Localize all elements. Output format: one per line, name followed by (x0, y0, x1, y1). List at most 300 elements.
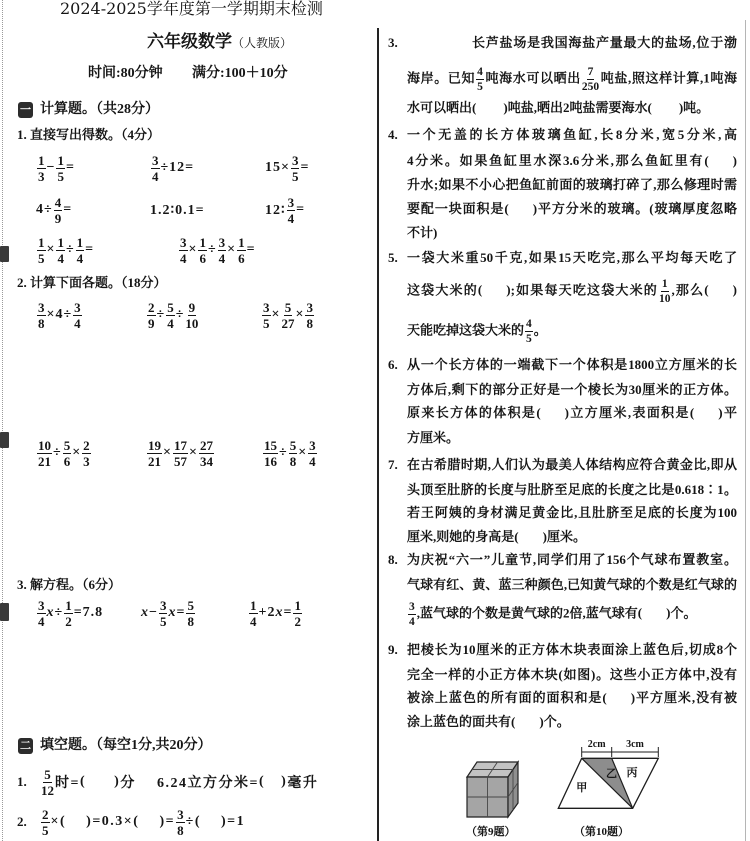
fraction-denominator: 2 (294, 613, 301, 629)
answer-blank[interactable] (80, 774, 120, 790)
text-run: 时= (55, 776, 80, 791)
fraction (525, 318, 533, 345)
fraction-numerator: 17 (173, 437, 187, 453)
fraction-numerator: 5 (44, 766, 51, 782)
text-run: =7.8 (73, 605, 104, 620)
answer-blank[interactable] (478, 278, 511, 302)
calc-item (150, 195, 205, 225)
fraction (76, 236, 85, 265)
fraction (159, 599, 168, 628)
close-paren: ) (539, 714, 544, 729)
fraction (37, 154, 46, 183)
question-line (407, 478, 737, 502)
fraction-numerator: 5 (187, 597, 194, 613)
fraction-denominator: 4 (38, 613, 45, 629)
text-run: ÷ (156, 307, 166, 322)
text-run: 吨。 (683, 100, 710, 115)
text-run: 平 (722, 405, 737, 420)
close-paren: ) (159, 814, 166, 829)
answer-blank[interactable] (259, 774, 287, 790)
computation-item (262, 438, 318, 468)
answer-blank[interactable] (514, 525, 547, 549)
fraction-numerator: 3 (177, 806, 184, 822)
open-paren: ( (689, 405, 695, 420)
text-run: 12∶ (265, 202, 286, 218)
text-run: =0.3× (92, 814, 134, 829)
equation-item (141, 598, 196, 628)
text-run: 分 (120, 776, 136, 791)
text-run: 原来长方体的体积是 (407, 405, 537, 420)
computation-item (36, 438, 92, 468)
open-paren: ( (79, 774, 87, 789)
open-paren: ( (258, 774, 266, 789)
question-line (407, 453, 737, 477)
text-run: ÷ (207, 242, 217, 257)
fraction-denominator: 4 (218, 250, 226, 266)
fraction (185, 301, 198, 330)
fraction (37, 301, 46, 330)
computation-item (146, 300, 199, 330)
fraction-numerator: 1 (250, 597, 257, 613)
fraction (305, 301, 314, 330)
text-run: 方体后,剩下的部分正好是一个棱长为30厘米的正方体。 (407, 382, 737, 397)
text-run: ,那么 (671, 282, 705, 298)
text-run: ÷ (279, 445, 288, 460)
close-paren: ) (506, 282, 511, 298)
question-number: 3. (388, 35, 398, 50)
fraction (166, 301, 175, 330)
question-line (407, 573, 737, 597)
fraction-numerator: 10 (38, 437, 51, 453)
fraction (63, 439, 72, 468)
fraction-denominator: 4 (180, 250, 187, 266)
equation-item (248, 598, 303, 628)
question-line (407, 66, 737, 93)
fraction-numerator: 1 (238, 234, 245, 250)
section-number-icon: 一 (20, 104, 31, 116)
text-run: × (50, 814, 60, 829)
fraction-numerator: 1 (57, 234, 64, 250)
close-paren: ) (630, 690, 636, 705)
calc-item (178, 235, 256, 265)
question-line (407, 686, 737, 710)
answer-blank[interactable] (504, 197, 537, 221)
fraction-denominator: 3 (38, 168, 45, 184)
fraction-numerator: 1 (294, 597, 301, 613)
figure-caption: （第10题） (574, 826, 629, 838)
question-line (407, 278, 737, 305)
section-title: 计算题。（共28分） (40, 102, 159, 117)
fraction-denominator: 5 (57, 168, 64, 184)
answer-blank[interactable] (704, 278, 737, 302)
fraction-numerator: 3 (74, 299, 81, 315)
text-run: × (298, 445, 308, 460)
text-run: − (46, 160, 56, 175)
text-run: = (85, 242, 95, 257)
binding-mark (0, 603, 9, 621)
answer-blank[interactable] (472, 96, 508, 120)
fraction-denominator: 16 (264, 453, 277, 469)
question-line (407, 378, 737, 402)
figure-caption: （第9题） (466, 826, 516, 838)
fraction-numerator: 1 (199, 234, 206, 250)
question-line (407, 548, 737, 572)
fraction-numerator: 7 (587, 66, 594, 78)
text-run: 平方分米的玻璃。(玻璃厚度忽略 (537, 201, 737, 216)
region-label-jia: 甲 (576, 782, 588, 794)
close-paren: ) (281, 774, 288, 789)
fraction-denominator: 5 (477, 81, 483, 93)
question-number: 1. (17, 774, 27, 789)
text-run: 涂上蓝色的面共有 (407, 714, 512, 729)
text-run: ×4÷ (46, 307, 73, 322)
text-run: ;如果每天吃这袋大米的 (510, 282, 658, 298)
question-line (407, 173, 737, 197)
fraction-numerator: 3 (409, 601, 415, 613)
text-run: 不计) (407, 225, 438, 240)
fraction-denominator: 8 (306, 315, 313, 331)
fraction (287, 196, 296, 225)
question-line (407, 221, 737, 245)
question-line (407, 96, 737, 120)
fraction-denominator: 6 (238, 250, 245, 266)
text-run: = (246, 242, 256, 257)
close-paren: ) (532, 201, 538, 216)
fraction (198, 236, 207, 265)
cube-figure (460, 755, 526, 823)
fraction-denominator: 10 (185, 315, 199, 331)
calc-item (150, 153, 194, 183)
fraction-numerator: 1 (76, 234, 84, 250)
page-edge (745, 20, 746, 841)
fraction-denominator: 5 (291, 168, 299, 184)
text-run: = (300, 160, 310, 175)
fraction-numerator: 9 (188, 299, 196, 315)
fraction-denominator: 12 (41, 782, 54, 798)
text-run: 个。 (670, 605, 697, 621)
fraction-numerator: 2 (83, 437, 90, 453)
question-number: 8. (388, 552, 398, 567)
fraction-denominator: 5 (42, 822, 49, 838)
open-paren: ( (511, 714, 516, 729)
answer-blank[interactable] (638, 601, 671, 625)
section-title: 填空题。（每空1分,共20分） (40, 738, 212, 753)
close-paren: ) (542, 529, 547, 544)
fraction-numerator: 15 (264, 437, 277, 453)
fraction (186, 599, 195, 628)
fraction-numerator: 1 (57, 152, 64, 168)
exam-title: 2024-2025学年度第一学期期末检测 (60, 0, 323, 18)
text-run: × (163, 445, 172, 460)
question-line (407, 426, 737, 450)
close-paren: ) (564, 405, 569, 420)
fraction-numerator: 1 (38, 234, 45, 250)
question-number: 5. (388, 250, 398, 265)
text-run: 水可以晒出 (407, 100, 473, 115)
full-score: 满分:100＋10分 (192, 66, 288, 81)
fraction-denominator: 8 (38, 315, 45, 331)
variable: x (141, 605, 149, 620)
open-paren: ( (704, 282, 709, 298)
text-run: 气球有红、黄、蓝三种颜色,已知黄气球的个数是红气球的 (407, 577, 737, 592)
fraction (289, 439, 298, 468)
text-run: 若王阿姨的身材满足黄金比,且肚脐至足底的长度为100 (407, 505, 737, 520)
fraction-denominator: 4 (409, 616, 415, 628)
text-run: 立方厘米,表面积是 (569, 405, 690, 420)
text-run: = (165, 814, 176, 829)
fraction-numerator: 3 (38, 299, 45, 315)
fraction (281, 301, 294, 330)
answer-blank[interactable] (602, 686, 635, 710)
text-run: × (227, 242, 237, 257)
open-paren: ( (59, 814, 67, 829)
fraction-denominator: 3 (83, 453, 90, 469)
fraction (73, 301, 82, 330)
subject-name: 六年级数学 (147, 32, 232, 52)
close-paren: ) (86, 814, 93, 829)
question-line (407, 246, 737, 270)
fraction-denominator: 4 (287, 210, 295, 226)
answer-blank[interactable] (690, 401, 723, 425)
open-paren: ( (133, 814, 140, 829)
question-number: 4. (388, 127, 398, 142)
text-run: ÷ (175, 307, 185, 322)
dimension-label: 3cm (626, 739, 644, 750)
fraction (151, 154, 160, 183)
answer-blank[interactable] (60, 814, 92, 830)
fraction (179, 236, 188, 265)
region-label-bing: 丙 (626, 767, 638, 779)
fraction (293, 599, 302, 628)
text-run: 6.24立方分米= (157, 776, 259, 791)
column-divider (377, 28, 379, 841)
fraction-numerator: 1 (65, 597, 72, 613)
fraction-denominator: 4 (167, 315, 174, 331)
computation-item (36, 300, 83, 330)
fraction (308, 439, 317, 468)
question-line (407, 525, 737, 549)
fraction (147, 439, 162, 468)
fraction-denominator: 21 (148, 453, 161, 469)
calc-item (265, 153, 309, 183)
fraction-numerator: 3 (287, 194, 295, 210)
open-paren: ( (602, 690, 607, 705)
question-line (407, 638, 737, 662)
fraction-denominator: 21 (38, 453, 51, 469)
dimension-label: 2cm (587, 739, 606, 750)
text-run: 毫升 (287, 776, 319, 791)
fraction (582, 66, 599, 93)
fraction-numerator: 3 (218, 234, 226, 250)
fraction-numerator: 27 (199, 437, 213, 453)
question-line (407, 123, 737, 147)
fraction-denominator: 4 (152, 168, 159, 184)
variable: x (168, 605, 177, 620)
fraction-denominator: 8 (187, 613, 194, 629)
text-run: 。 (533, 322, 547, 338)
text-run: 要配一块面积是 (407, 201, 505, 216)
fraction (176, 808, 185, 837)
fraction (263, 439, 278, 468)
open-paren: ( (536, 405, 541, 420)
text-run: = (65, 160, 75, 175)
question-title: 3. 解方程。（6分） (17, 577, 122, 592)
fraction-numerator: 3 (180, 234, 187, 250)
text-run: = (296, 202, 306, 217)
question-number: 9. (388, 642, 398, 657)
fraction-denominator: 10 (658, 293, 671, 305)
text-run: 吨盐,晒出2吨盐需要海水 (507, 100, 648, 115)
question-line (407, 601, 737, 628)
text-run: 从一个长方体的一端截下一个体积是1800立方厘米的长 (407, 357, 737, 372)
fraction-numerator: 4 (54, 194, 62, 210)
question-line (407, 197, 737, 221)
computation-item (261, 300, 315, 330)
open-paren: ( (637, 605, 643, 621)
text-run: = (176, 605, 186, 620)
fraction-numerator: 19 (148, 437, 161, 453)
question-number: 7. (388, 457, 398, 472)
text-run: × (188, 445, 198, 460)
binding-mark (0, 246, 9, 262)
fraction-numerator: 3 (306, 299, 313, 315)
text-run: 为庆祝“六一”儿童节,同学们用了156个气球布置教室。 (407, 552, 737, 567)
fraction (37, 439, 52, 468)
calc-item (36, 195, 72, 225)
fraction (56, 154, 65, 183)
fraction-denominator: 8 (177, 822, 184, 838)
text-run: 完全一样的小正方体木块(如图)。这些小正方体中,没有 (407, 667, 737, 682)
text-run: × (295, 307, 305, 322)
fraction-numerator: 3 (291, 152, 299, 168)
calc-item (36, 153, 75, 183)
question-number: 2. (17, 814, 27, 829)
fraction-denominator: 5 (526, 333, 532, 345)
fraction-denominator: 250 (581, 81, 600, 93)
fraction (476, 66, 484, 93)
fraction-denominator: 34 (199, 453, 213, 469)
fraction-denominator: 5 (38, 250, 45, 266)
fraction (41, 808, 50, 837)
close-paren: ) (732, 153, 737, 168)
text-run: ÷12= (160, 160, 195, 175)
fraction-numerator: 5 (289, 437, 297, 453)
text-run: × (72, 445, 82, 460)
fraction (262, 301, 271, 330)
fill-blank-part (40, 767, 136, 797)
text-run: 厘米。 (546, 529, 586, 544)
question-number: 6. (388, 357, 398, 372)
fraction-numerator: 4 (526, 318, 532, 330)
open-paren: ( (514, 529, 519, 544)
question-title: 1. 直接写出得数。（4分） (17, 127, 161, 142)
section-number-icon: 二 (20, 740, 31, 752)
fraction-denominator: 8 (289, 453, 297, 469)
fraction (41, 768, 54, 797)
answer-blank[interactable] (511, 710, 544, 734)
fraction-numerator: 1 (661, 278, 668, 290)
triangle-figure (550, 736, 668, 814)
text-run: 4分米。如果鱼缸里水深3.6分米,那么鱼缸里有 (407, 153, 705, 168)
open-paren: ( (504, 201, 509, 216)
text-run: − (149, 605, 158, 620)
text-run: +2 (258, 605, 276, 620)
question-title: 2. 计算下面各题。（18分） (17, 275, 167, 290)
text-run: 吨盐,照这样计算,1吨海 (600, 70, 737, 86)
question-line (407, 710, 737, 734)
fraction-numerator: 2 (148, 299, 155, 315)
close-paren: ) (114, 774, 121, 789)
edition-label: （人教版） (232, 36, 293, 50)
fraction-denominator: 2 (65, 613, 72, 629)
fraction-numerator: 3 (159, 597, 167, 613)
question-line (407, 401, 737, 425)
question-line (407, 663, 737, 687)
fraction-denominator: 4 (57, 250, 64, 266)
variable: x (275, 605, 284, 620)
fraction-numerator: 1 (38, 152, 45, 168)
question-line (407, 501, 737, 525)
fraction-denominator: 4 (309, 453, 316, 469)
text-run: ÷ (65, 242, 75, 257)
text-run: 海岸。已知 (407, 70, 476, 86)
fraction-denominator: 27 (281, 315, 295, 331)
calc-item (36, 235, 94, 265)
fraction (173, 439, 188, 468)
text-run: 天能吃掉这袋大米的 (407, 322, 525, 338)
question-line (407, 149, 737, 173)
text-run: 4÷ (36, 202, 53, 217)
fraction-numerator: 2 (42, 806, 49, 822)
text-run: 15× (265, 160, 290, 175)
fraction-denominator: 5 (263, 315, 270, 331)
time-limit: 时间:80分钟 (88, 66, 163, 81)
binding-line (2, 0, 3, 841)
answer-blank[interactable] (704, 149, 737, 173)
answer-blank[interactable] (647, 96, 683, 120)
fraction-denominator: 4 (76, 250, 84, 266)
fraction (54, 196, 63, 225)
fraction (659, 278, 671, 305)
fraction-denominator: 5 (159, 613, 167, 629)
open-paren: ( (647, 100, 652, 115)
answer-blank[interactable] (133, 814, 165, 830)
text-run: × (46, 242, 56, 257)
answer-blank[interactable] (195, 814, 227, 830)
text-run: 吨海水可以晒出 (484, 70, 581, 86)
fraction-numerator: 3 (263, 299, 270, 315)
fraction-denominator: 9 (54, 210, 62, 226)
fraction-numerator: 3 (38, 597, 45, 613)
fraction (291, 154, 300, 183)
fraction-numerator: 5 (167, 299, 174, 315)
close-paren: ) (678, 100, 684, 115)
text-run: ,蓝气球的个数是黄气球的2倍,蓝气球有 (416, 605, 638, 621)
text-run: 方厘米。 (407, 430, 460, 445)
answer-blank[interactable] (536, 401, 569, 425)
text-run: = (63, 202, 73, 217)
fraction-numerator: 3 (309, 437, 316, 453)
fraction-numerator: 3 (152, 152, 159, 168)
fraction-denominator: 6 (199, 250, 206, 266)
close-paren: ) (666, 605, 671, 621)
open-paren: ( (194, 814, 201, 829)
text-run: ÷ (185, 814, 195, 829)
fraction (64, 599, 73, 628)
fraction (37, 599, 46, 628)
calc-item (265, 195, 305, 225)
text-run: 在古希腊时期,人们认为最美人体结构应符合黄金比,即从 (407, 457, 737, 472)
